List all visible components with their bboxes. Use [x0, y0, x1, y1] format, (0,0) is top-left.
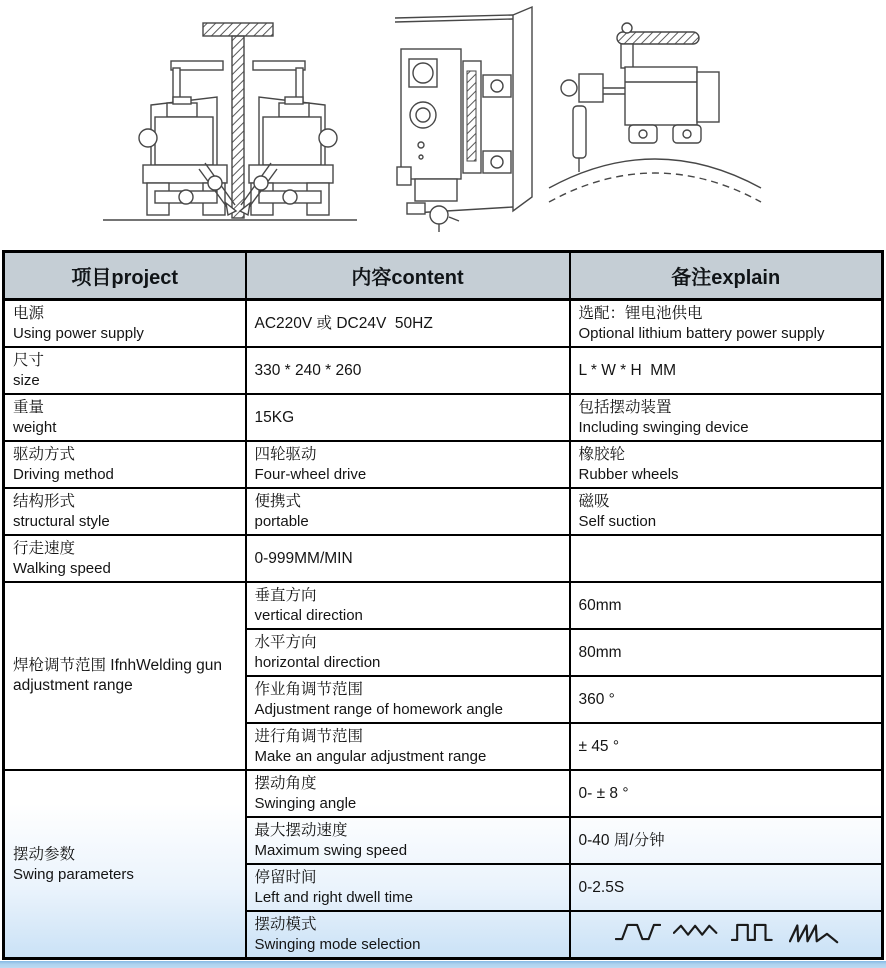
cell-driving-explain: 橡胶轮 Rubber wheels [570, 441, 883, 488]
cell-weight-project: 重量 weight [4, 394, 246, 441]
spec-table-wrap [2, 250, 884, 960]
row-driving [4, 441, 883, 488]
cell-size-explain: L * W * H MM [570, 347, 883, 394]
header-explain: 备注explain [570, 252, 883, 300]
cell-structure-project: 结构形式 structural style [4, 488, 246, 535]
cell-swing-angle-explain: 0- ± 8 ° [570, 770, 883, 817]
bottom-blue-strip [0, 961, 886, 968]
cell-swing-speed-content: 最大摆动速度 Maximum swing speed [246, 817, 570, 864]
cell-swing-angle-content: 摆动角度 Swinging angle [246, 770, 570, 817]
cell-swing-speed-explain: 0-40 周/分钟 [570, 817, 883, 864]
cell-gun-travel-angle-explain: ± 45 ° [570, 723, 883, 770]
triangle-wave-icon [673, 918, 719, 951]
cell-gun-group-label: 焊枪调节范围 IfnhWelding gun adjustment range [4, 582, 246, 770]
cell-swing-mode-explain [570, 911, 883, 959]
header-project: 项目project [4, 252, 246, 300]
sawtooth-wave-icon [789, 918, 839, 951]
cell-swing-dwell-content: 停留时间 Left and right dwell time [246, 864, 570, 911]
table-header-row [4, 252, 883, 300]
tbeam-dual-tractors-illustration [55, 5, 365, 240]
cell-gun-travel-angle-content: 进行角调节范围 Make an angular adjustment range [246, 723, 570, 770]
cell-gun-work-angle-explain: 360 ° [570, 676, 883, 723]
row-power [4, 300, 883, 348]
cell-driving-project: 驱动方式 Driving method [4, 441, 246, 488]
cell-speed-explain [570, 535, 883, 582]
cell-weight-content: 15KG [246, 394, 570, 441]
row-structure [4, 488, 883, 535]
cell-power-explain: 选配：锂电池供电 Optional lithium battery power supply [570, 300, 883, 348]
technical-illustrations [0, 0, 886, 250]
cell-speed-project: 行走速度 Walking speed [4, 535, 246, 582]
cell-structure-content: 便携式 portable [246, 488, 570, 535]
cell-swing-group-label: 摆动参数 Swing parameters [4, 770, 246, 959]
row-weight [4, 394, 883, 441]
cell-gun-vertical-explain: 60mm [570, 582, 883, 629]
row-size [4, 347, 883, 394]
row-gun-vertical [4, 582, 883, 629]
cell-driving-content: 四轮驱动 Four-wheel drive [246, 441, 570, 488]
row-swing-angle [4, 770, 883, 817]
cell-weight-explain: 包括摆动装置 Including swinging device [570, 394, 883, 441]
cell-size-content: 330 * 240 * 260 [246, 347, 570, 394]
trapezoid-wave-icon [615, 918, 661, 951]
waveform-icons [579, 918, 876, 951]
cell-swing-mode-content: 摆动模式 Swinging mode selection [246, 911, 570, 959]
cell-gun-horizontal-content: 水平方向 horizontal direction [246, 629, 570, 676]
cell-power-project: 电源 Using power supply [4, 300, 246, 348]
cell-swing-dwell-explain: 0-2.5S [570, 864, 883, 911]
spec-table [2, 250, 884, 960]
cell-speed-content: 0-999MM/MIN [246, 535, 570, 582]
pipe-tractor-illustration [545, 12, 765, 212]
cell-size-project: 尺寸 size [4, 347, 246, 394]
wall-mounted-tractor-illustration [385, 3, 545, 233]
cell-structure-explain: 磁吸 Self suction [570, 488, 883, 535]
cell-gun-horizontal-explain: 80mm [570, 629, 883, 676]
cell-gun-work-angle-content: 作业角调节范围 Adjustment range of homework angle [246, 676, 570, 723]
header-content: 内容content [246, 252, 570, 300]
cell-power-content: AC220V 或 DC24V 50HZ [246, 300, 570, 348]
square-wave-icon [731, 918, 777, 951]
cell-gun-vertical-content: 垂直方向 vertical direction [246, 582, 570, 629]
row-speed [4, 535, 883, 582]
